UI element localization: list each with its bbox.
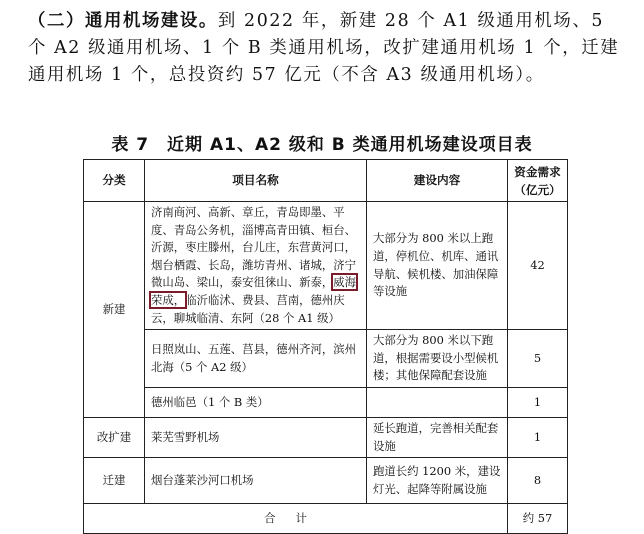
table-row xyxy=(84,330,568,388)
header-funding: 资金需求（亿元） xyxy=(508,160,568,202)
table-total-row xyxy=(84,504,568,534)
table-row xyxy=(84,202,568,330)
funding-cell: 1 xyxy=(508,417,568,457)
total-label: 合计 xyxy=(84,504,508,534)
table-header-row xyxy=(84,160,568,202)
table-row xyxy=(84,417,568,457)
funding-cell: 1 xyxy=(508,387,568,417)
category-cell: 改扩建 xyxy=(84,417,145,457)
section-paragraph xyxy=(28,8,628,89)
project-name-cell: 日照岚山、五莲、莒县，德州齐河，滨州北海（5 个 A2 级） xyxy=(145,330,367,388)
construction-content-cell: 大部分为 800 米以上跑道，停机位、机库、通讯导航、候机楼、加油保障等设施 xyxy=(367,202,508,330)
construction-content-cell: 大部分为 800 米以下跑道，根据需要设小型候机楼；其他保障配套设施 xyxy=(367,330,508,388)
project-name-cell: 莱芜雪野机场 xyxy=(145,417,367,457)
project-name-text: 济南商河、高新、章丘，青岛即墨、平度、青岛公务机，淄博高青田镇、桓台、沂源，枣庄滕州，台儿庄，东营黄河口，烟台栖霞、长岛，潍坊青州、诸城，济宁微山岛、梁山，泰安徂徕山、新泰， xyxy=(151,205,357,290)
table-row xyxy=(84,458,568,504)
construction-content-cell xyxy=(367,387,508,417)
airport-projects-table xyxy=(83,159,568,534)
category-cell: 迁建 xyxy=(84,458,145,504)
section-heading: （二）通用机场建设。 xyxy=(28,11,218,31)
construction-content-cell: 跑道长约 1200 米，建设灯光、起降等附属设施 xyxy=(367,458,508,504)
section-body: 到 2022 年，新建 28 个 A1 级通用机场、5 个 A2 级通用机场、1 个 B 类通用机场，改扩建通用机场 1 个，迁建通用机场 1 个，总投资约 57 亿元（不含 A3 级通用机场）。 xyxy=(28,11,620,85)
project-name-cell: 烟台蓬莱沙河口机场 xyxy=(145,458,367,504)
project-name-text: 临沂临沭、费县、莒南，德州庆云，聊城临清、东阿（28 个 A1 级） xyxy=(151,292,345,325)
project-name-cell xyxy=(145,202,367,330)
category-cell: 新建 xyxy=(84,202,145,418)
construction-content-cell: 延长跑道，完善相关配套设施 xyxy=(367,417,508,457)
funding-cell: 8 xyxy=(508,458,568,504)
header-category: 分类 xyxy=(84,160,145,202)
funding-cell: 5 xyxy=(508,330,568,388)
header-name: 项目名称 xyxy=(145,160,367,202)
project-name-cell: 德州临邑（1 个 B 类） xyxy=(145,387,367,417)
funding-cell: 42 xyxy=(508,202,568,330)
total-funding: 约 57 xyxy=(508,504,568,534)
header-content: 建设内容 xyxy=(367,160,508,202)
table-row xyxy=(84,387,568,417)
highlighted-project-name: 威海荣成， xyxy=(151,275,357,307)
table-caption: 表 7 近期 A1、A2 级和 B 类通用机场建设项目表 xyxy=(111,135,533,155)
